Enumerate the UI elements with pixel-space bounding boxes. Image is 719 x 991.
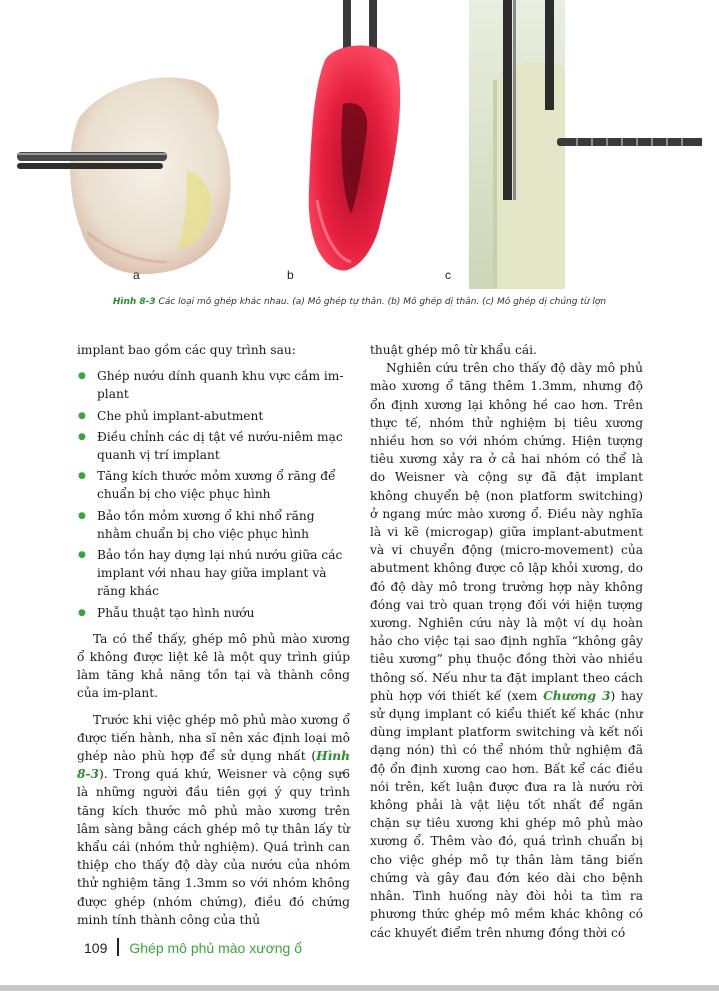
procedure-list [77,367,350,622]
panel-a-autograft-photo [17,78,231,275]
panel-label-c: c [445,268,451,282]
left-column [77,341,350,929]
figure-caption-label: Hình 8-3 [112,297,156,307]
panel-label-a: a [133,268,140,282]
figure-caption-text: Các loại mô ghép khác nhau. (a) Mô ghép tự thân. (b) Mô ghép dị thân. (c) Mô ghép dị chủng từ lợn [155,297,607,307]
figure-caption [17,297,702,307]
right-paragraph [370,359,643,942]
list-item: ● Ghép nướu dính quanh khu vực cắm im-plant [77,367,350,403]
left-intro: implant bao gồm các quy trình sau: [77,343,296,357]
page-footer [84,938,302,958]
right-line-1: thuật ghép mô từ khẩu cái. [370,343,537,357]
figure-illustration [17,0,702,289]
chapter-reference-link[interactable]: Chương 3 [543,688,611,703]
figure-reference-link[interactable]: Hình 8-3 [77,749,350,782]
page-edge-shadow [0,985,719,991]
right-column [370,341,643,942]
right-paragraph-start: Nghiên cứu trên cho thấy độ dày mô phủ mào xương ổ tăng thêm 1.3mm, nhưng độ ổn định xương lại không hề cao hơn. Trên thực tế, nhóm thử nghiệm bị tiêu xương nhiều hơn so với nhóm chứng. Hiện tượng tiêu xương xảy ra ở cả hai nhóm có thể là do Weisner và cộng sự đã đặt implant không chuyển bệ (non platform switching) ở ngang mức mào xương ổ. Điều này nghĩa là vi kẽ (microgap) giữa implant-abutment và vi chuyển động (micro-movement) của abutment không được cô lập khỏi xương, do đó độ dày mô trong trường hợp này không đóng vai trò quan trọng đối với hiện tượng xương. Nghiên cứu này là một ví dụ hoàn hảo cho việc tại sao định nghĩa “không gây tiêu xương” phụ thuộc đồng thời vào nhiều thông số. Nếu như ta đặt implant theo cách phù hợp với thiết kế (xem [370,361,643,703]
left-paragraph-2-start: Trước khi việc ghép mô phủ mào xương ổ được tiến hành, nha sĩ nên xác định loại mô ghép nào phù hợp để sử dụng nhất ( [77,712,350,764]
chapter-title: Ghép mô phủ mào xương ổ [129,940,303,956]
list-item: ● Điều chỉnh các dị tật về nướu-niêm mạc quanh vị trí implant [77,428,350,464]
right-paragraph-end: ) hay sử dụng implant có kiểu thiết kế khác (như dùng implant platform switching và kết nối dạng nón) thì có thể nhóm thử nghiệm đã độ ổn định xương cao hơn. Bất kể các điều nói trên, kết luận được đưa ra là nướu rời không phải là vật liệu tốt nhất để ngăn chặn sự tiêu xương khi ghép mô phủ mào xương ổ. Thêm vào đó, quá trình chuẩn bị cho việc ghép mô tự thân làm tăng biến chứng và gây đau đớn kéo dài cho bệnh nhân. Tình huống này đòi hỏi ta tìm ra phương thức ghép mô mềm khác không có các khuyết điểm trên nhưng đồng thời có [370,688,643,940]
left-paragraph-1: Ta có thể thấy, ghép mô phủ mào xương ổ không được liệt kê là một quy trình giúp làm tăng khả năng tồn tại và thành công của im-plant. [77,631,350,701]
panel-c-xenograft-photo [469,0,702,289]
left-paragraph-2 [77,711,350,929]
panel-label-b: b [287,268,294,282]
panel-b-allograft-photo [309,0,400,271]
left-paragraph-2-end: ). Trong quá khứ, Weisner và cộng sự6 là những người đầu tiên gợi ý quy trình tăng kích thước mô phủ mào xương trên lâm sàng bằng cách ghép mô tự thân lấy từ khẩu cái (nhóm thử nghiệm). Quá trình can thiệp cho thấy độ dày của nướu của nhóm thử nghiệm tăng 1.3mm so với nhóm không được ghép (nhóm chứng), điều đó chứng minh tính thành công của thủ [77,767,350,927]
list-item: ● Bảo tồn mỏm xương ổ khi nhổ răng nhằm chuẩn bị cho việc phục hình [77,507,350,543]
list-item: ● Bảo tồn hay dựng lại nhú nướu giữa các implant với nhau hay giữa implant và răng khác [77,546,350,601]
page-number: 109 [84,940,108,956]
list-item: ● Phẫu thuật tạo hình nướu [77,604,350,622]
list-item: ● Tăng kích thước mỏm xương ổ răng để chuẩn bị cho việc phục hình [77,467,350,503]
footer-divider [117,938,119,956]
list-item: ● Che phủ implant-abutment [77,407,350,425]
figure-photos [17,0,702,289]
